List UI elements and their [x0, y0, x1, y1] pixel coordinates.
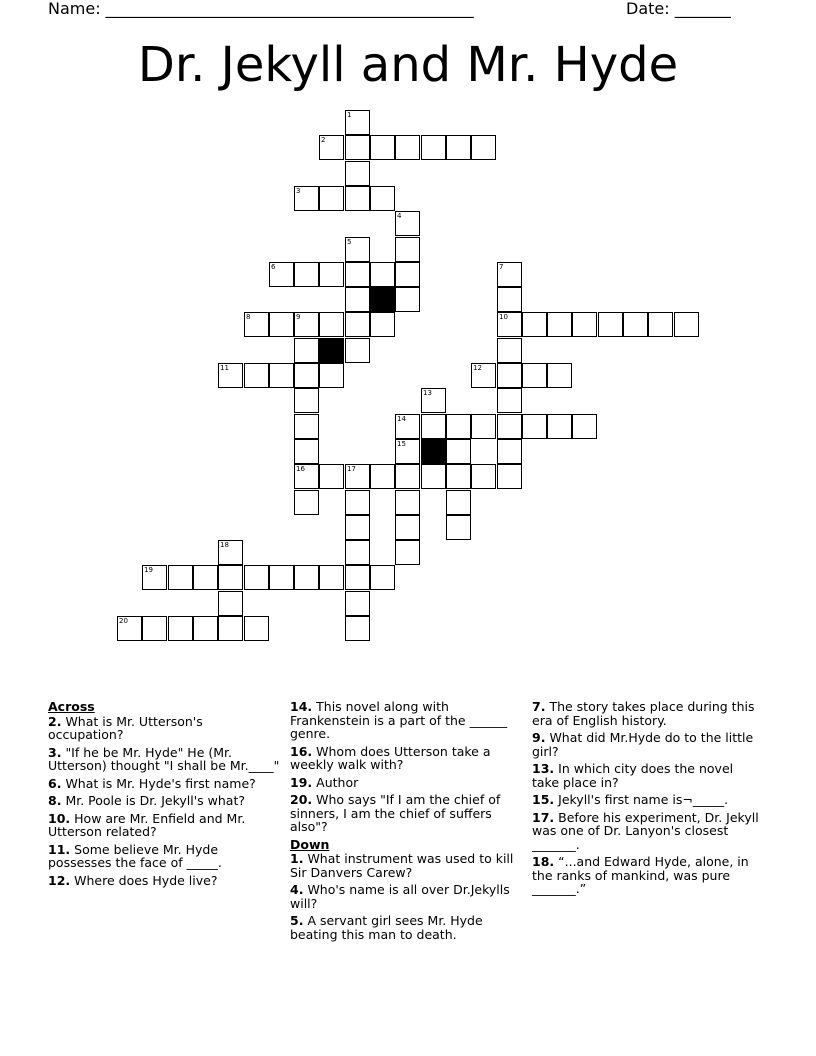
- clue-number-label: 13: [423, 389, 432, 397]
- crossword-cell[interactable]: [572, 312, 597, 337]
- crossword-cell[interactable]: [547, 414, 572, 439]
- crossword-cell[interactable]: [497, 464, 522, 489]
- crossword-cell[interactable]: [294, 464, 319, 489]
- clue-number-label: 6: [271, 263, 276, 271]
- crossword-cell[interactable]: [244, 363, 269, 388]
- crossword-cell[interactable]: [497, 388, 522, 413]
- clue-down-7: [532, 700, 764, 727]
- clue-text: In which city does the novel take place in?: [532, 761, 734, 790]
- clue-text: What instrument was used to kill Sir Danvers Carew?: [290, 851, 514, 880]
- crossword-cell[interactable]: [294, 338, 319, 363]
- clue-number-label: 12: [473, 364, 482, 372]
- crossword-cell[interactable]: [294, 388, 319, 413]
- crossword-cell[interactable]: [572, 414, 597, 439]
- crossword-cell[interactable]: [395, 211, 420, 236]
- clue-number-label: 19: [144, 566, 153, 574]
- crossword-cell[interactable]: [370, 186, 395, 211]
- crossword-cell[interactable]: [395, 464, 420, 489]
- clue-text: Whom does Utterson take a weekly walk with?: [290, 743, 491, 772]
- clue-down-18: [532, 855, 764, 896]
- crossword-cell[interactable]: [193, 565, 218, 590]
- clue-across-6: [48, 777, 280, 791]
- crossword-cell[interactable]: [370, 464, 395, 489]
- clue-text: Where does Hyde live?: [74, 872, 218, 888]
- crossword-cell[interactable]: [168, 616, 193, 641]
- crossword-cell[interactable]: [269, 565, 294, 590]
- crossword-cell[interactable]: [497, 414, 522, 439]
- clue-number: 1.: [290, 851, 304, 866]
- crossword-cell[interactable]: [497, 262, 522, 287]
- crossword-cell[interactable]: [345, 110, 370, 135]
- crossword-cell[interactable]: [395, 490, 420, 515]
- crossword-cell[interactable]: [218, 363, 243, 388]
- crossword-cell[interactable]: [218, 591, 243, 616]
- crossword-cell[interactable]: [319, 186, 344, 211]
- clue-number-label: 14: [397, 415, 406, 423]
- crossword-cell[interactable]: [395, 135, 420, 160]
- clue-down-9: [532, 731, 764, 758]
- crossword-cell[interactable]: [522, 363, 547, 388]
- crossword-cell[interactable]: [294, 414, 319, 439]
- crossword-cell[interactable]: [497, 312, 522, 337]
- crossword-cell[interactable]: [142, 616, 167, 641]
- clue-across-14: [290, 700, 522, 741]
- clues-column-2: [290, 700, 522, 945]
- clue-across-16: [290, 745, 522, 772]
- crossword-cell[interactable]: [218, 540, 243, 565]
- crossword-cell[interactable]: [497, 439, 522, 464]
- crossword-cell[interactable]: [244, 616, 269, 641]
- down-heading: Down: [290, 836, 330, 852]
- crossword-cell[interactable]: [497, 338, 522, 363]
- clue-number: 10.: [48, 810, 71, 826]
- clue-number: 15.: [532, 792, 555, 807]
- clue-across-2: [48, 715, 280, 742]
- clue-text: The story takes place during this era of English history.: [532, 699, 755, 728]
- crossword-cell[interactable]: [421, 388, 446, 413]
- clue-text: Author: [316, 774, 359, 790]
- crossword-cell[interactable]: [294, 439, 319, 464]
- crossword-cell[interactable]: [370, 135, 395, 160]
- crossword-cell[interactable]: [345, 515, 370, 540]
- crossword-cell[interactable]: [142, 565, 167, 590]
- clue-text: How are Mr. Enfield and Mr. Utterson related?: [48, 810, 246, 839]
- crossword-cell[interactable]: [319, 312, 344, 337]
- clue-number-label: 7: [499, 263, 504, 271]
- crossword-cell[interactable]: [294, 565, 319, 590]
- crossword-cell[interactable]: [294, 262, 319, 287]
- clue-down-4: [290, 883, 522, 910]
- crossword-cell[interactable]: [446, 439, 471, 464]
- clue-number: 12.: [48, 872, 71, 888]
- crossword-cell[interactable]: [345, 135, 370, 160]
- crossword-cell[interactable]: [395, 262, 420, 287]
- crossword-cell[interactable]: [446, 515, 471, 540]
- crossword-cell[interactable]: [294, 490, 319, 515]
- crossword-cell[interactable]: [345, 262, 370, 287]
- crossword-cell[interactable]: [345, 490, 370, 515]
- crossword-cell[interactable]: [522, 414, 547, 439]
- crossword-cell[interactable]: [345, 287, 370, 312]
- crossword-cell[interactable]: [345, 338, 370, 363]
- clue-number-label: 11: [220, 364, 229, 372]
- clue-number-label: 2: [321, 136, 326, 144]
- crossword-cell[interactable]: [395, 414, 420, 439]
- clue-text: Before his experiment, Dr. Jekyll was one of Dr. Lanyon's closest _______.: [532, 809, 759, 852]
- clue-number-label: 8: [246, 313, 251, 321]
- crossword-cell[interactable]: [598, 312, 623, 337]
- crossword-cell[interactable]: [547, 312, 572, 337]
- crossword-cell[interactable]: [117, 616, 142, 641]
- crossword-cell[interactable]: [294, 312, 319, 337]
- crossword-cell[interactable]: [345, 186, 370, 211]
- crossword-cell[interactable]: [547, 363, 572, 388]
- crossword-cell[interactable]: [319, 464, 344, 489]
- crossword-cell[interactable]: [421, 414, 446, 439]
- black-cell: [370, 287, 395, 312]
- crossword-cell[interactable]: [446, 414, 471, 439]
- crossword-cell[interactable]: [471, 135, 496, 160]
- crossword-cell[interactable]: [319, 262, 344, 287]
- clue-number: 2.: [48, 713, 62, 729]
- crossword-cell[interactable]: [395, 540, 420, 565]
- crossword-cell[interactable]: [446, 464, 471, 489]
- clue-number: 20.: [290, 792, 313, 807]
- clue-number-label: 3: [296, 187, 301, 195]
- clue-number-label: 5: [347, 238, 352, 246]
- clues-column-3: [532, 700, 764, 900]
- clue-number-label: 9: [296, 313, 301, 321]
- crossword-cell[interactable]: [345, 540, 370, 565]
- clue-text: Mr. Poole is Dr. Jekyll's what?: [65, 793, 245, 808]
- crossword-cell[interactable]: [674, 312, 699, 337]
- crossword-cell[interactable]: [648, 312, 673, 337]
- page-title: Dr. Jekyll and Mr. Hyde: [137, 37, 679, 93]
- clue-number-label: 10: [499, 313, 508, 321]
- clue-number: 9.: [532, 730, 546, 745]
- crossword-cell[interactable]: [345, 591, 370, 616]
- crossword-cell[interactable]: [345, 312, 370, 337]
- clue-down-1: [290, 852, 522, 879]
- clue-number-label: 16: [296, 465, 305, 473]
- clue-number: 3.: [48, 744, 62, 760]
- crossword-cell[interactable]: [471, 363, 496, 388]
- crossword-cell[interactable]: [421, 464, 446, 489]
- crossword-cell[interactable]: [193, 616, 218, 641]
- crossword-cell[interactable]: [395, 237, 420, 262]
- crossword-cell[interactable]: [218, 616, 243, 641]
- crossword-cell[interactable]: [294, 186, 319, 211]
- crossword-cell[interactable]: [319, 565, 344, 590]
- clue-text: This novel along with Frankenstein is a part of the ______ genre.: [290, 699, 508, 741]
- crossword-cell[interactable]: [497, 287, 522, 312]
- clue-number-label: 1: [347, 111, 352, 119]
- clue-number: 19.: [290, 774, 313, 790]
- black-cell: [421, 439, 446, 464]
- crossword-cell[interactable]: [471, 464, 496, 489]
- clue-across-3: [48, 746, 280, 773]
- crossword-cell[interactable]: [395, 439, 420, 464]
- crossword-cell[interactable]: [269, 312, 294, 337]
- crossword-cell[interactable]: [345, 565, 370, 590]
- crossword-cell[interactable]: [370, 312, 395, 337]
- clue-down-15: [532, 793, 764, 807]
- clue-number-label: 20: [119, 617, 128, 625]
- crossword-cell[interactable]: [370, 565, 395, 590]
- clue-number: 14.: [290, 699, 313, 714]
- crossword-cell[interactable]: [345, 464, 370, 489]
- clue-number-label: 15: [397, 440, 406, 448]
- clue-text: A servant girl sees Mr. Hyde beating this man to death.: [290, 913, 483, 942]
- clue-text: "If he be Mr. Hyde" He (Mr. Utterson) thought "I shall be Mr.____": [48, 744, 280, 773]
- clue-number: 6.: [48, 775, 62, 791]
- crossword-cell[interactable]: [345, 616, 370, 641]
- clue-text: Jekyll's first name is¬_____.: [558, 792, 729, 807]
- date-field-label: Date: _______: [626, 0, 731, 18]
- clue-across-20: [290, 793, 522, 834]
- clue-number: 11.: [48, 841, 71, 857]
- clue-down-5: [290, 914, 522, 941]
- crossword-cell[interactable]: [446, 135, 471, 160]
- crossword-cell[interactable]: [319, 363, 344, 388]
- crossword-cell[interactable]: [218, 565, 243, 590]
- crossword-cell[interactable]: [319, 135, 344, 160]
- crossword-cell[interactable]: [244, 565, 269, 590]
- clue-number: 13.: [532, 761, 555, 776]
- clue-number: 8.: [48, 793, 62, 808]
- clue-text: Some believe Mr. Hyde possesses the face of _____.: [48, 841, 222, 870]
- clue-number-label: 17: [347, 465, 356, 473]
- crossword-cell[interactable]: [623, 312, 648, 337]
- clue-text: What is Mr. Hyde's first name?: [65, 775, 256, 791]
- clue-text: Who says "If I am the chief of sinners, I am the chief of suffers also"?: [290, 792, 501, 834]
- crossword-cell[interactable]: [345, 161, 370, 186]
- crossword-cell[interactable]: [395, 287, 420, 312]
- crossword-cell[interactable]: [269, 363, 294, 388]
- clue-across-12: [48, 874, 280, 888]
- clue-number: 5.: [290, 913, 304, 928]
- crossword-cell[interactable]: [471, 414, 496, 439]
- clue-number-label: 4: [397, 212, 402, 220]
- crossword-cell[interactable]: [421, 135, 446, 160]
- clue-number: 17.: [532, 809, 555, 825]
- clue-across-8: [48, 794, 280, 808]
- clue-number: 7.: [532, 699, 546, 714]
- crossword-cell[interactable]: [395, 515, 420, 540]
- black-cell: [319, 338, 344, 363]
- clue-text: Who's name is all over Dr.Jekylls will?: [290, 882, 510, 911]
- clue-number: 18.: [532, 854, 555, 869]
- clue-text: “...and Edward Hyde, alone, in the ranks of mankind, was pure _______.”: [532, 854, 749, 896]
- clues-column-1: [48, 700, 280, 891]
- clue-number: 16.: [290, 743, 313, 759]
- name-field-label: Name: ______________________________________________: [48, 0, 474, 18]
- clue-text: What is Mr. Utterson's occupation?: [48, 713, 203, 742]
- clue-number-label: 18: [220, 541, 229, 549]
- crossword-cell[interactable]: [522, 312, 547, 337]
- clue-across-11: [48, 843, 280, 870]
- clue-across-10: [48, 812, 280, 839]
- crossword-cell[interactable]: [446, 490, 471, 515]
- clue-text: What did Mr.Hyde do to the little girl?: [532, 730, 754, 759]
- crossword-cell[interactable]: [497, 363, 522, 388]
- clue-across-19: [290, 776, 522, 790]
- crossword-cell[interactable]: [244, 312, 269, 337]
- clue-down-13: [532, 762, 764, 789]
- crossword-cell[interactable]: [370, 262, 395, 287]
- across-heading: Across: [48, 699, 95, 714]
- crossword-cell[interactable]: [345, 237, 370, 262]
- crossword-cell[interactable]: [294, 363, 319, 388]
- crossword-cell[interactable]: [269, 262, 294, 287]
- clue-down-17: [532, 811, 764, 852]
- clue-number: 4.: [290, 882, 304, 897]
- crossword-cell[interactable]: [168, 565, 193, 590]
